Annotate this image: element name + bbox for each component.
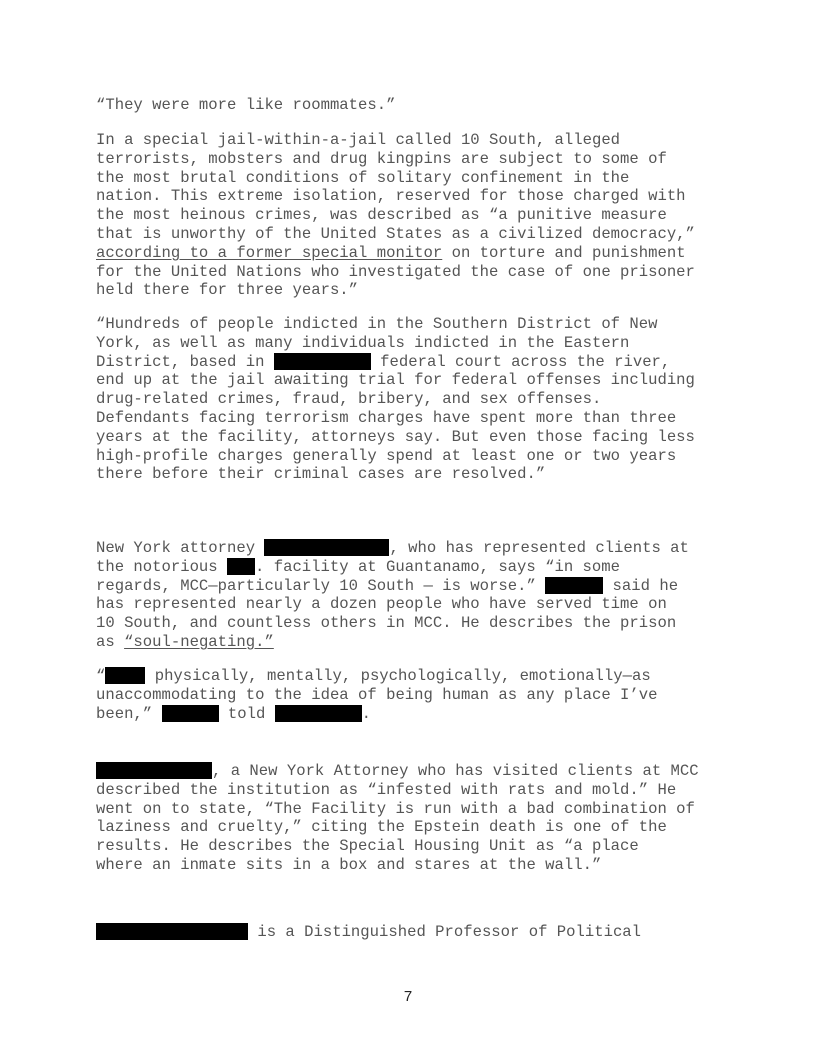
text-fragment: as xyxy=(96,632,125,651)
text-line: Defendants facing terrorism charges have spent more than three xyxy=(96,408,677,427)
text-line xyxy=(96,667,736,686)
text-fragment: been,” xyxy=(96,704,162,723)
paragraph-attorney xyxy=(96,539,736,652)
text-line: In a special jail-within-a-jail called 10 South, alleged xyxy=(96,131,621,149)
text-line xyxy=(96,353,736,372)
text-line: laziness and cruelty,” citing the Epstein death is one of the xyxy=(96,818,667,837)
text-line: end up at the jail awaiting trial for federal offenses including xyxy=(96,371,695,390)
paragraph-10-south xyxy=(96,131,736,300)
text-fragment: , a New York Attorney who has visited clients at MCC xyxy=(212,762,699,780)
special-monitor-link[interactable]: according to a former special monitor xyxy=(96,243,443,262)
redaction-bar xyxy=(105,667,145,684)
text-fragment: said he xyxy=(603,576,679,595)
text-fragment: on torture and punishment xyxy=(442,243,686,262)
text-line: high-profile charges generally spend at least one or two years xyxy=(96,446,677,465)
text-line: has represented nearly a dozen people who have served time on xyxy=(96,595,667,614)
redaction-bar xyxy=(274,353,371,370)
redaction-bar xyxy=(227,558,255,575)
text-fragment: “ xyxy=(96,667,106,685)
text-line xyxy=(96,633,736,652)
soul-negating-link[interactable]: “soul-negating.” xyxy=(124,632,274,651)
text-line: results. He describes the Special Housing Unit as “a place xyxy=(96,837,639,856)
quote-roommates xyxy=(96,96,736,115)
text-fragment: federal court across the river, xyxy=(370,352,671,371)
redaction-bar xyxy=(96,923,248,940)
text-fragment: . xyxy=(361,704,372,723)
paragraph-physically xyxy=(96,667,736,723)
text-line xyxy=(96,244,736,263)
text-line: nation. This extreme isolation, reserved for those charged with xyxy=(96,187,686,206)
text-line: where an inmate sits in a box and stares at the wall.” xyxy=(96,855,602,874)
text-line xyxy=(96,577,736,596)
redaction-bar xyxy=(264,539,389,556)
text-line: 10 South, and countless others in MCC. He describes the prison xyxy=(96,614,677,633)
text-line: years at the facility, attorneys say. But even those facing less xyxy=(96,427,695,446)
page-number: 7 xyxy=(403,988,413,1005)
text-line: unaccommodating to the idea of being human as any place I’ve xyxy=(96,685,658,704)
text-line xyxy=(96,705,736,724)
text-line: the most brutal conditions of solitary confinement in the xyxy=(96,168,630,187)
paragraph-professor xyxy=(96,923,736,942)
text-line: terrorists, mobsters and drug kingpins are subject to some of xyxy=(96,149,667,168)
redaction-bar xyxy=(275,705,362,722)
text-fragment: the notorious xyxy=(96,557,228,576)
text-line: there before their criminal cases are resolved.” xyxy=(96,465,546,484)
text-line: York, as well as many individuals indicted in the Eastern xyxy=(96,333,630,352)
text-line: described the institution as “infested with rats and mold.” He xyxy=(96,780,677,799)
text-fragment: District, based in xyxy=(96,352,274,371)
text-line: for the United Nations who investigated the case of one prisoner xyxy=(96,262,695,281)
text-fragment: physically, mentally, psychologically, emotionally—as xyxy=(145,667,651,685)
text-line: drug-related crimes, fraud, bribery, and sex offenses. xyxy=(96,390,602,409)
text-line: the most heinous crimes, was described as “a punitive measure xyxy=(96,206,667,225)
text-line: “They were more like roommates.” xyxy=(96,96,396,114)
text-line xyxy=(96,923,736,942)
text-line xyxy=(96,539,736,558)
text-fragment: . facility at Guantanamo, says “in some xyxy=(255,557,620,576)
text-line xyxy=(96,762,736,781)
text-line xyxy=(96,558,736,577)
text-fragment: told xyxy=(218,704,275,723)
redaction-bar xyxy=(545,577,603,594)
text-fragment: is a Distinguished Professor of Political xyxy=(248,923,642,941)
paragraph-rats-and-mold xyxy=(96,762,736,875)
redaction-bar xyxy=(162,705,219,722)
text-line: “Hundreds of people indicted in the Southern District of New xyxy=(96,315,658,333)
paragraph-indicted xyxy=(96,315,736,484)
redaction-bar xyxy=(96,762,212,779)
text-line: that is unworthy of the United States as a civilized democracy,” xyxy=(96,224,695,243)
text-line: went on to state, “The Facility is run with a bad combination of xyxy=(96,799,695,818)
text-fragment: New York attorney xyxy=(96,539,265,557)
text-fragment: regards, MCC—particularly 10 South — is worse.” xyxy=(96,576,546,595)
text-fragment: , who has represented clients at xyxy=(389,539,689,557)
text-line: held there for three years.” xyxy=(96,281,359,300)
